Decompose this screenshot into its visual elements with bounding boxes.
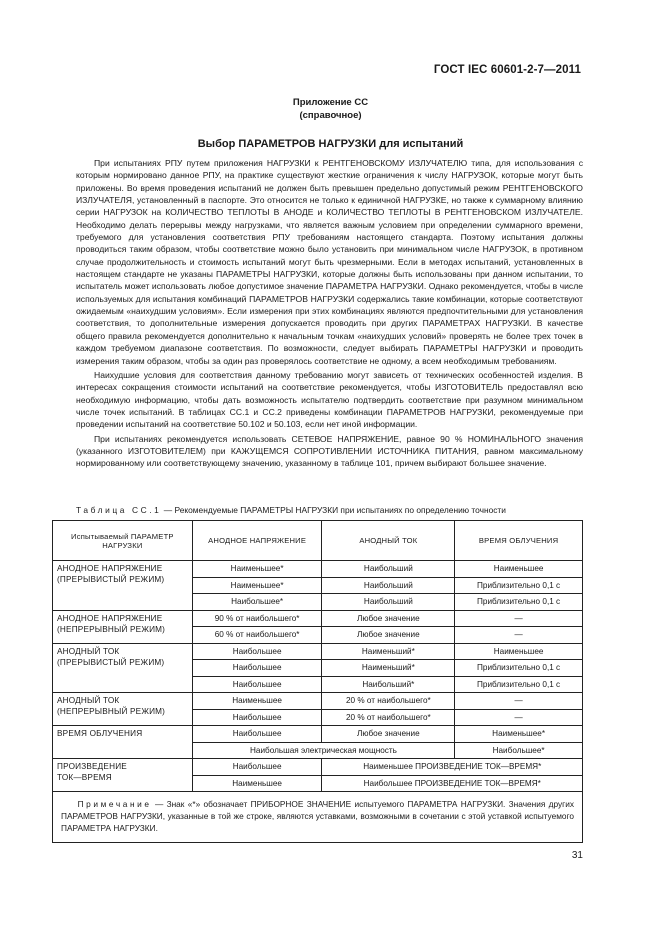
load-parameters-table xyxy=(52,520,583,843)
group-label-line: (НЕПРЕРЫВНЫЙ РЕЖИМ) xyxy=(57,624,166,634)
paragraph: При испытаниях РПУ путем приложения НАГРУЗКИ к РЕНТГЕНОВСКОМУ ИЗЛУЧАТЕЛЮ типа, для использования с которым нормировано данное РПУ, на практике существуют жесткие ограничения к числу НАГРУЗОК, которые могут быть приложены. Во время проведения испытаний не должен быть превышен предельно допустимый режим РЕНТГЕНОВСКОГО ИЗЛУЧАТЕЛЯ, установленный в паспорте. Это относится не только к единичной НАГРУЗКЕ, но также к суммарному влиянию серии НАГРУЗОК на КОЛИЧЕСТВО ТЕПЛОТЫ В АНОДЕ и КОЛИЧЕСТВО ТЕПЛОТЫ В РЕНТГЕНОВСКОМ ИЗЛУЧАТЕЛЕ. Необходимо делать перерывы между нагрузками, что является важным условием при определении суммарного времени, требуемого для установления соответствия РПУ требованиям настоящего стандарта. Поэтому испытания должны проводиться таким образом, чтобы соответствие можно было установить при минимальном числе НАГРУЗОК, в противном случае продолжительность и стоимость испытаний могут быть чрезмерными. Если в методах испытаний, установленных в настоящем стандарте не указаны ПАРАМЕТРЫ НАГРУЗКИ, которые должны быть использованы при данном испытании, то испытатель может использовать любое допустимое значение ПАРАМЕТРА НАГРУЗКИ. Однако рекомендуется, чтобы в числе используемых для испытания комбинаций ПАРАМЕТРОВ НАГРУЗКИ содержались такие комбинации, которые соответствуют ожидаемым «наихудшим условиям». Если измерения при этих комбинациях являются предпочтительными для установления соответствия, то дополнительные измерения допускается проводить при других ПАРАМЕТРАХ НАГРУЗКИ. В качестве общего правила рекомендуется дополнительно к начальным точкам «наихудших условий» проверять не более трех точек в каждом требуемом диапазоне соответствия. По возможности, следует выбирать ПАРАМЕТРЫ НАГРУЗКИ и проводить измерения таким образом, чтобы за один раз проверялось соответствие не одному, а всем необходимым требованиям. xyxy=(76,158,583,366)
group-label-line: (ПРЕРЫВИСТЫЙ РЕЖИМ) xyxy=(57,575,165,584)
table-caption-text: — Рекомендуемые ПАРАМЕТРЫ НАГРУЗКИ при испытаниях по определению точности xyxy=(161,505,506,515)
column-header: ВРЕМЯ ОБЛУЧЕНИЯ xyxy=(455,521,583,561)
table-cell: Наименьшее* xyxy=(455,726,583,743)
table-cell: Наименьшее* xyxy=(192,577,322,594)
table-cell: Наибольшее xyxy=(192,726,322,743)
section-title: Выбор ПАРАМЕТРОВ НАГРУЗКИ для испытаний xyxy=(197,138,464,150)
table-cell: Приблизительно 0,1 с xyxy=(455,676,583,693)
table-row xyxy=(53,610,583,627)
standard-number: ГОСТ IEC 60601-2-7—2011 xyxy=(433,64,581,76)
table-cell: Наименьший* xyxy=(322,660,455,677)
table-cell-span: Наибольшая электрическая мощность xyxy=(192,742,454,759)
note-text: — Знак «*» обозначает ПРИБОРНОЕ ЗНАЧЕНИЕ испытуемого ПАРАМЕТРА НАГРУЗКИ. Значения других ПАРАМЕТРОВ НАГРУЗКИ, указанные в той же строке, являются уставками, возможными в сочетании с этой уставкой испытуемого ПАРАМЕТРА НАГРУЗКИ. xyxy=(61,799,574,833)
table-note xyxy=(53,792,583,843)
paragraph: Наихудшие условия для соответствия данному требованию могут зависеть от технических особенностей изделия. В интересах сокращения стоимости испытаний на соответствие рекомендуется, чтобы ИЗГОТОВИТЕЛЬ предоставлял всю необходимую информацию, чтобы дать возможность испытателю подтвердить соответствие при разумном минимальном числе точек испытаний. В таблицах СС.1 и СС.2 приведены комбинации ПАРАМЕТРОВ НАГРУЗКИ, рекомендуемые при проведении испытаний на соответствие 50.102 и 50.103, если нет иной информации. xyxy=(76,369,583,430)
table-cell: Наибольший xyxy=(322,561,455,578)
group-label-line: АНОДНЫЙ ТОК xyxy=(57,696,120,705)
group-label-line: АНОДНОЕ НАПРЯЖЕНИЕ xyxy=(57,613,163,623)
group-label: ВРЕМЯ ОБЛУЧЕНИЯ xyxy=(53,726,193,759)
table-cell: 20 % от наибольшего* xyxy=(322,709,455,726)
table-cell: Наименьшее xyxy=(455,643,583,660)
table-cell: Наибольшее xyxy=(192,676,322,693)
table-caption xyxy=(76,505,506,515)
table-cell: Наибольший xyxy=(322,577,455,594)
group-label xyxy=(53,759,193,792)
group-label-line: ТОК—ВРЕМЯ xyxy=(57,773,112,782)
table-cell: Приблизительно 0,1 с xyxy=(455,660,583,677)
table-row xyxy=(53,726,583,743)
table-cell: Наибольшее xyxy=(192,759,322,776)
table-cell: Наименьшее xyxy=(192,693,322,710)
table-cell: Наибольший xyxy=(322,594,455,611)
group-label-line: ПРОИЗВЕДЕНИЕ xyxy=(57,762,127,771)
table-cell: Наименьший* xyxy=(322,643,455,660)
group-label-line: (ПРЕРЫВИСТЫЙ РЕЖИМ) xyxy=(57,657,165,667)
table-cell: Наименьшее xyxy=(192,775,322,792)
column-header: АНОДНОЕ НАПРЯЖЕНИЕ xyxy=(192,521,322,561)
column-header: Испытываемый ПАРАМЕТР НАГРУЗКИ xyxy=(53,521,193,561)
table-cell: Приблизительно 0,1 с xyxy=(455,577,583,594)
column-header: АНОДНЫЙ ТОК xyxy=(322,521,455,561)
table-cell: Любое значение xyxy=(322,726,455,743)
annex-title: Приложение СС xyxy=(292,97,369,108)
body-text xyxy=(76,157,583,472)
table-cell: Любое значение xyxy=(322,610,455,627)
table-cell: 90 % от наибольшего* xyxy=(192,610,322,627)
table-cell: Наименьшее* xyxy=(192,561,322,578)
table-row xyxy=(53,643,583,660)
table-cell: Наибольший* xyxy=(322,676,455,693)
group-label xyxy=(53,693,193,726)
table-cell: — xyxy=(455,627,583,644)
group-label xyxy=(53,561,193,611)
group-label xyxy=(53,610,193,643)
table-cell: Любое значение xyxy=(322,627,455,644)
paragraph: При испытаниях рекомендуется использовать СЕТЕВОЕ НАПРЯЖЕНИЕ, равное 90 % НОМИНАЛЬНОГО значения (указанного ИЗГОТОВИТЕЛЕМ) при КАЖУЩЕМСЯ СОПРОТИВЛЕНИИ ИСТОЧНИКА ПИТАНИЯ, равном максимальному нормированному или соответствующему значению, указанному в таблице 101, причем выбирают большее значение. xyxy=(76,433,583,469)
table-caption-prefix: Таблица СС.1 xyxy=(76,505,162,515)
group-label-line: АНОДНОЕ НАПРЯЖЕНИЕ xyxy=(57,564,163,573)
table-cell: Наибольшее xyxy=(192,643,322,660)
table-cell: Наибольшее* xyxy=(192,594,322,611)
group-label-line: АНОДНЫЙ ТОК xyxy=(57,646,120,656)
table-header-row xyxy=(53,521,583,561)
group-label-line: (НЕПРЕРЫВНЫЙ РЕЖИМ) xyxy=(57,707,166,716)
table-cell: — xyxy=(455,693,583,710)
table-cell: Наибольшее* xyxy=(455,742,583,759)
table-cell: — xyxy=(455,610,583,627)
table-row xyxy=(53,693,583,710)
table-row xyxy=(53,759,583,776)
table-row xyxy=(53,561,583,578)
group-label xyxy=(53,643,193,693)
table-cell-span: Наибольшее ПРОИЗВЕДЕНИЕ ТОК—ВРЕМЯ* xyxy=(322,775,583,792)
table-cell: — xyxy=(455,709,583,726)
page-number: 31 xyxy=(571,850,583,861)
table-cell: Наибольшее xyxy=(192,709,322,726)
table-note-row xyxy=(53,792,583,843)
table-cell: Наименьшее xyxy=(455,561,583,578)
table-cell: 20 % от наибольшего* xyxy=(322,693,455,710)
table-cell-span: Наименьшее ПРОИЗВЕДЕНИЕ ТОК—ВРЕМЯ* xyxy=(322,759,583,776)
table-cell: 60 % от наибольшего* xyxy=(192,627,322,644)
table-cell: Приблизительно 0,1 с xyxy=(455,594,583,611)
annex-subtitle: (справочное) xyxy=(299,110,362,121)
annex-heading xyxy=(0,96,661,122)
table-cell: Наибольшее xyxy=(192,660,322,677)
note-prefix: Примечание xyxy=(77,799,152,809)
